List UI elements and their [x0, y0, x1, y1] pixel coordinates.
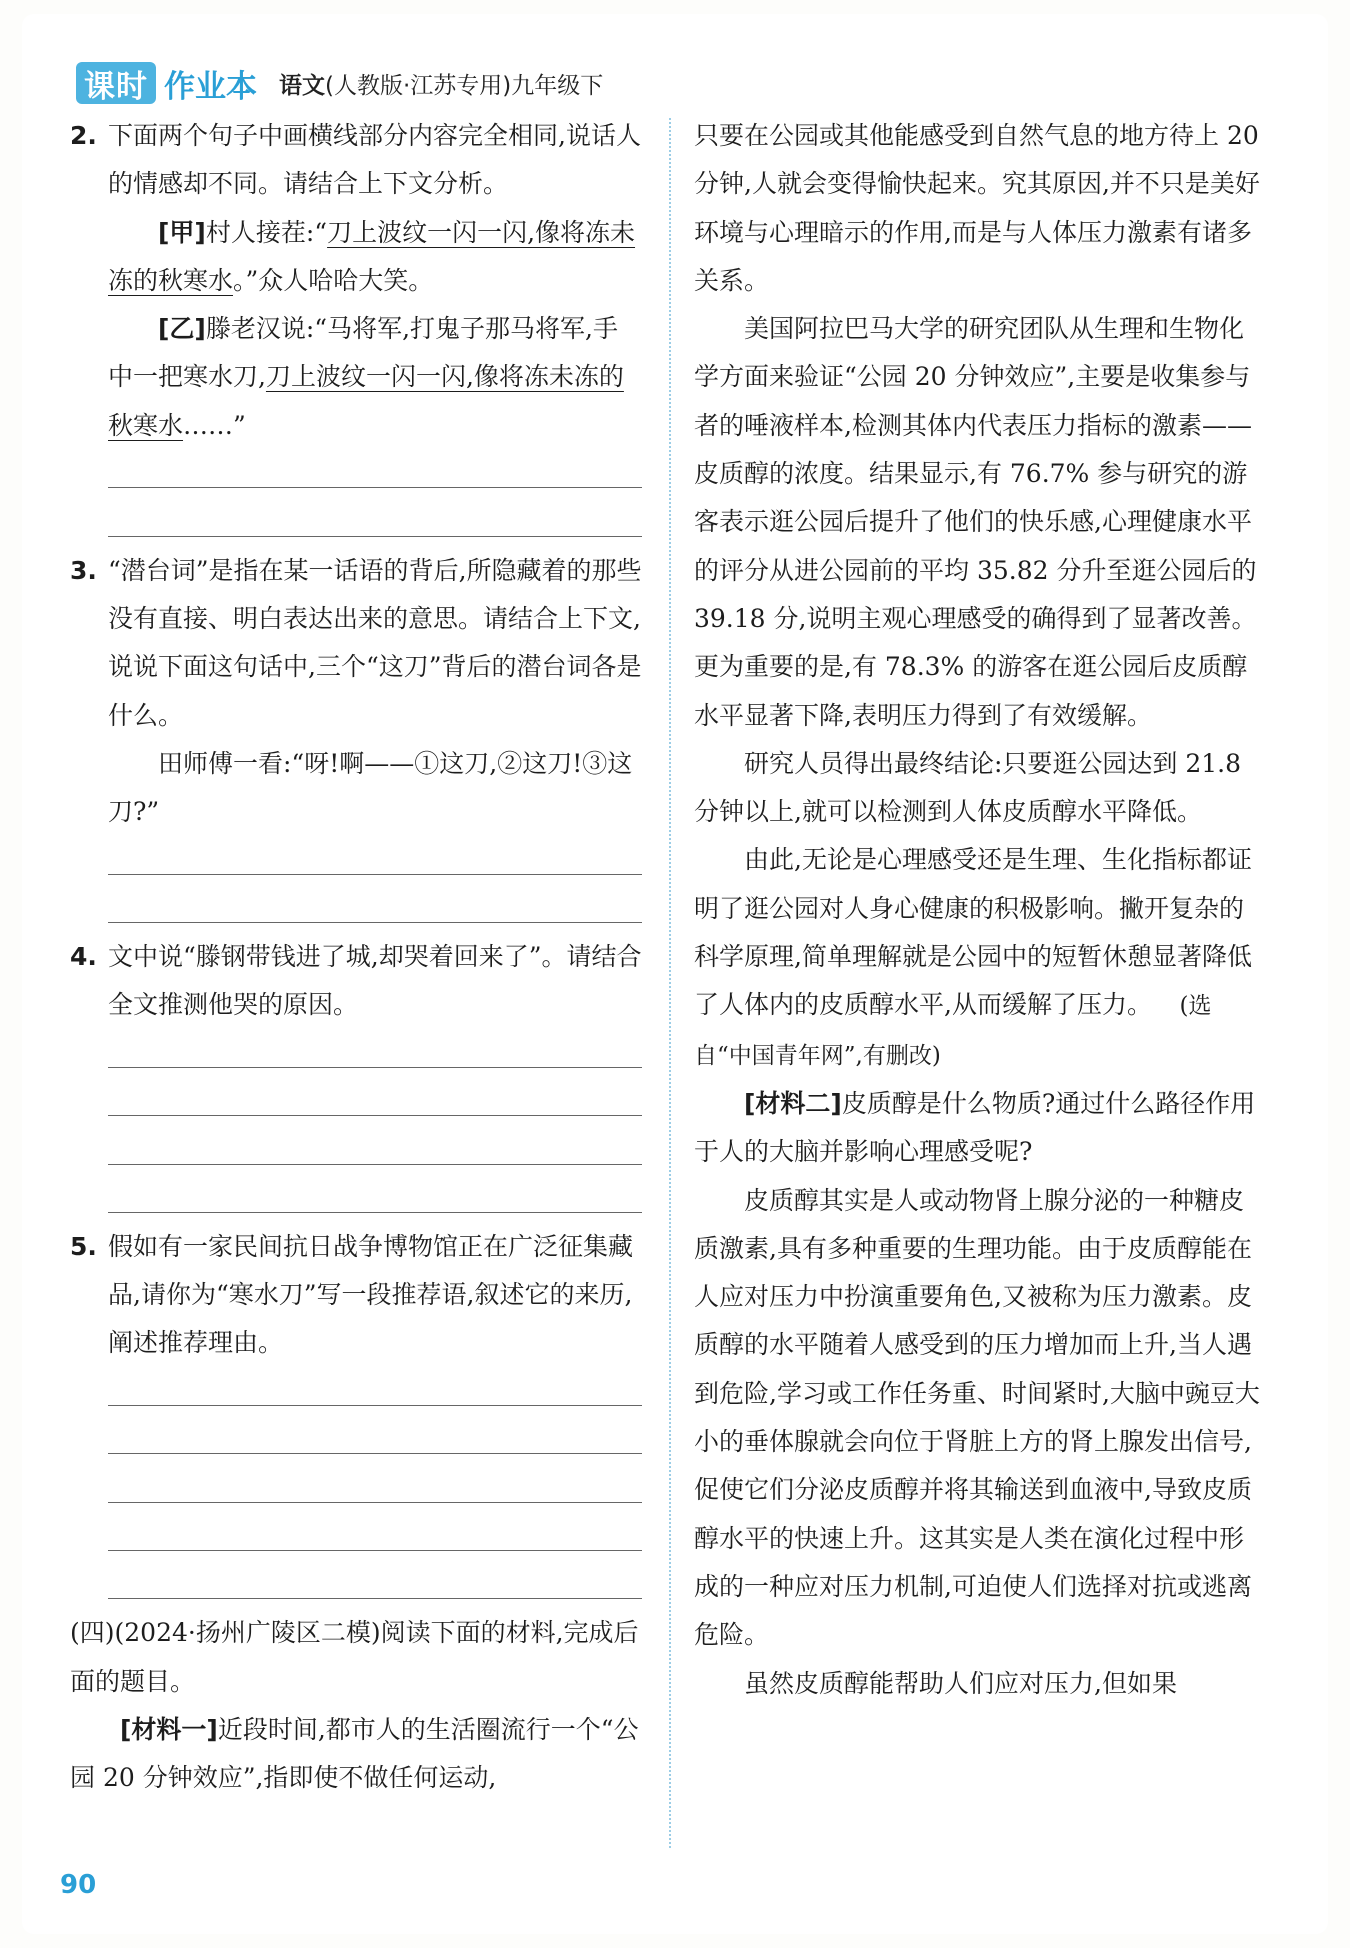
paragraph: [694, 836, 1266, 1079]
question-stem: “潜台词”是指在某一话语的背后,所隐藏着的那些没有直接、明白表达出来的意思。请结合上下文,说说下面这句话中,三个“这刀”背后的潜台词各是什么。: [108, 555, 642, 730]
material-2-intro: [694, 1080, 1266, 1177]
material-tag: [材料一]: [120, 1714, 218, 1744]
answer-line[interactable]: [108, 1078, 642, 1126]
question-number: 4.: [70, 942, 97, 972]
paragraph-text: 由此,无论是心理感受还是生理、生化指标都证明了逛公园对人身心健康的积极影响。撇开复杂的科学原理,简单理解就是公园中的短暂休憩显著降低了人体内的皮质醇水平,从而缓解了压力。: [694, 845, 1252, 1020]
paragraph: 只要在公园或其他能感受到自然气息的地方待上 20 分钟,人就会变得愉快起来。究其原因,并不只是美好环境与心理暗示的作用,而是与人体压力激素有诸多关系。: [694, 121, 1260, 295]
answer-line[interactable]: [108, 498, 642, 546]
underlined-text: 刀上波纹一闪一闪,像将冻未冻的秋寒水: [108, 362, 624, 440]
question-stem: 文中说“滕钢带钱进了城,却哭着回来了”。请结合全文推测他哭的原因。: [108, 942, 642, 1020]
question-stem: 下面两个句子中画横线部分内容完全相同,说话人的情感却不同。请结合上下文分析。: [108, 121, 641, 199]
answer-line[interactable]: [108, 885, 642, 933]
paragraph: 皮质醇其实是人或动物肾上腺分泌的一种糖皮质激素,具有多种重要的生理功能。由于皮质醇能在人应对压力中扮演重要角色,又被称为压力激素。皮质醇的水平随着人感受到的压力增加而上升,当人遇到危险,学习或工作任务重、时间紧时,大脑中豌豆大小的垂体腺就会向位于肾脏上方的肾上腺发出信号,促使它们分泌皮质醇并将其输送到血液中,导致皮质醇水平的快速上升。这其实是人类在演化过程中形成的一种应对压力机制,可迫使人们选择对抗或逃离危险。: [694, 1185, 1260, 1650]
answer-line[interactable]: [108, 1126, 642, 1174]
paragraph: 虽然皮质醇能帮助人们应对压力,但如果: [744, 1668, 1177, 1698]
page-header: [76, 58, 603, 108]
book-title: [279, 67, 603, 100]
excerpt-text: 。”众人哈哈大笑。: [233, 265, 434, 295]
material-text: 近段时间,都市人的生活圈流行一个“公园 20 分钟效应”,指即使不做任何运动,: [70, 1714, 639, 1793]
answer-line[interactable]: [108, 1513, 642, 1561]
excerpt-text: 村人接茬:“: [205, 217, 328, 247]
answer-line[interactable]: [108, 1030, 642, 1078]
question-2: [70, 112, 642, 450]
question-number: 5.: [70, 1231, 97, 1261]
excerpt-text: 滕老汉说:“马将军,打鬼子那马将军,手中一把寒水刀,: [108, 314, 618, 392]
question-quote: 田师傅一看:“呀!啊——①这刀,②这刀!③这刀?”: [108, 748, 633, 827]
excerpt-text: ……”: [183, 410, 246, 440]
answer-line[interactable]: [108, 1416, 642, 1464]
question-number: 2.: [70, 121, 97, 150]
right-column: [694, 112, 1266, 1708]
material-text: 皮质醇是什么物质?通过什么路径作用于人的大脑并影响心理感受呢?: [694, 1088, 1256, 1167]
material-1-intro: [70, 1706, 642, 1803]
edition-label: (人教版·江苏专用)九年级下: [325, 72, 604, 99]
answer-line[interactable]: [108, 1464, 642, 1512]
excerpt-jia: [108, 209, 642, 306]
question-5: [70, 1223, 642, 1368]
question-4: [70, 933, 642, 1030]
answer-line[interactable]: [108, 1175, 642, 1223]
excerpt-tag: [乙]: [158, 314, 206, 344]
excerpt-yi: [108, 305, 642, 450]
underlined-text: 刀上波纹一闪一闪,像将冻未冻的秋寒水: [108, 217, 636, 295]
answer-line[interactable]: [108, 1368, 642, 1416]
answer-line[interactable]: [108, 836, 642, 884]
answer-line[interactable]: [108, 1561, 642, 1609]
excerpt-tag: [甲]: [158, 217, 206, 247]
question-number: 3.: [70, 555, 97, 585]
subject-label: 语文: [279, 72, 325, 99]
answer-line[interactable]: [108, 450, 642, 498]
paragraph: 研究人员得出最终结论:只要逛公园达到 21.8 分钟以上,就可以检测到人体皮质醇水平降低。: [694, 748, 1242, 827]
paragraph: 美国阿拉巴马大学的研究团队从生理和生物化学方面来验证“公园 20 分钟效应”,主要是收集参与者的唾液样本,检测其体内代表压力指标的激素——皮质醇的浓度。结果显示,有 76.7% 参与研究的游客表示逛公园后提升了他们的快乐感,心理健康水平的评分从进公园前的平均 35.82 分升至逛公园后的 39.18 分,说明主观心理感受的确得到了显著改善。更为重要的是,有 78.3% 的游客在逛公园后皮质醇水平显著下降,表明压力得到了有效缓解。: [694, 314, 1257, 730]
left-column: [70, 112, 642, 1802]
series-logo-suffix: 作业本: [164, 68, 257, 105]
series-logo: 课时: [76, 62, 156, 104]
material-tag: [材料二]: [744, 1088, 842, 1118]
page-number: 90: [60, 1870, 97, 1900]
source-citation: (选自“中国青年网”,有删改): [694, 993, 1212, 1069]
section-heading: (四)(2024·扬州广陵区二模)阅读下面的材料,完成后面的题目。: [70, 1618, 639, 1696]
column-divider: [669, 118, 671, 1848]
question-stem: 假如有一家民间抗日战争博物馆正在广泛征集藏品,请你为“寒水刀”写一段推荐语,叙述它的来历,阐述推荐理由。: [108, 1231, 634, 1358]
question-3: [70, 547, 642, 837]
